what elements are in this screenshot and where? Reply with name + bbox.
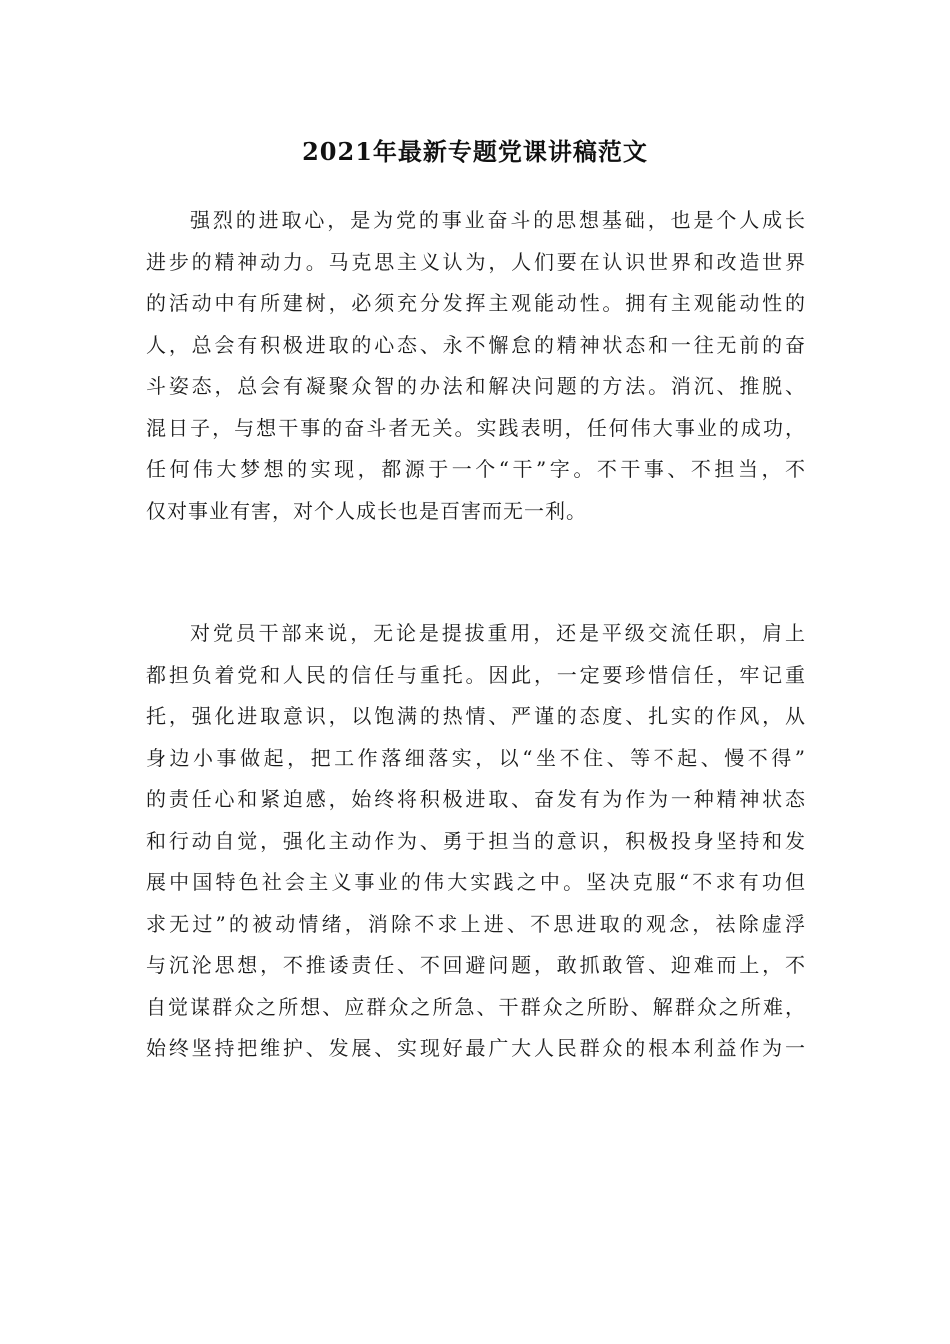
text-line: 自觉谋群众之所想、应群众之所急、干群众之所盼、解群众之所难， — [146, 994, 806, 1019]
text-line: 的活动中有所建树，必须充分发挥主观能动性。拥有主观能动性的 — [146, 291, 806, 315]
text-line: 求无过”的被动情绪，消除不求上进、不思进取的观念，祛除虚浮 — [146, 911, 806, 936]
text-line: 人，总会有积极进取的心态、永不懈怠的精神状态和一往无前的奋 — [146, 332, 806, 357]
paragraph-2 — [146, 613, 806, 1070]
text-line: 始终坚持把维护、发展、实现好最广大人民群众的根本利益作为一 — [146, 1036, 806, 1060]
text-line: 展中国特色社会主义事业的伟大实践之中。坚决克服“不求有功但 — [146, 870, 806, 894]
text-line: 斗姿态，总会有凝聚众智的办法和解决问题的方法。消沉、推脱、 — [146, 374, 806, 398]
text-line: 进步的精神动力。马克思主义认为，人们要在认识世界和改造世界 — [146, 249, 806, 274]
text-line: 身边小事做起，把工作落细落实，以“坐不住、等不起、慢不得” — [146, 745, 806, 770]
text-line: 混日子，与想干事的奋斗者无关。实践表明，任何伟大事业的成功， — [146, 415, 806, 440]
document-title: 2021年最新专题党课讲稿范文 — [302, 137, 648, 166]
text-line: 与沉沦思想，不推诿责任、不回避问题，敢抓敢管、迎难而上，不 — [146, 953, 806, 977]
text-line: 都担负着党和人民的信任与重托。因此，一定要珍惜信任，牢记重 — [146, 662, 806, 687]
text-line: 仅对事业有害，对个人成长也是百害而无一利。 — [146, 498, 587, 523]
text-line: 强烈的进取心，是为党的事业奋斗的思想基础，也是个人成长 — [190, 208, 806, 232]
text-line: 任何伟大梦想的实现，都源于一个“干”字。不干事、不担当，不 — [146, 457, 806, 481]
text-line: 对党员干部来说，无论是提拔重用，还是平级交流任职，肩上 — [190, 621, 806, 645]
text-line: 和行动自觉，强化主动作为、勇于担当的意识，积极投身坚持和发 — [146, 828, 806, 853]
paragraph-1 — [146, 200, 806, 532]
text-line: 托，强化进取意识，以饱满的热情、严谨的态度、扎实的作风，从 — [146, 704, 806, 728]
text-line: 的责任心和紧迫感，始终将积极进取、奋发有为作为一种精神状态 — [146, 787, 806, 811]
